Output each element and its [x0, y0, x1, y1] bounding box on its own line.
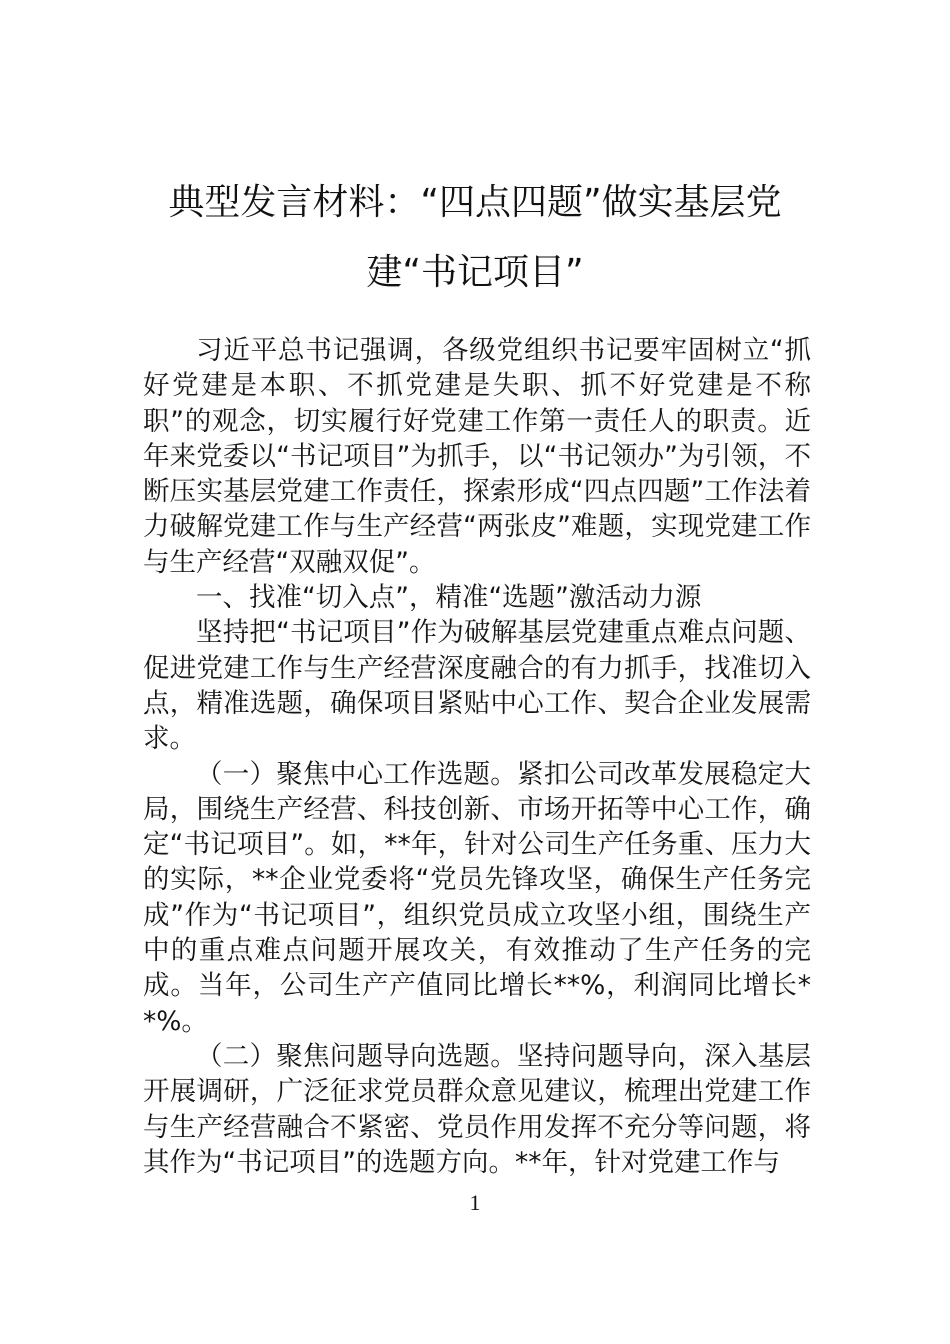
paragraph-intro: 习近平总书记强调，各级党组织书记要牢固树立“抓好党建是本职、不抓党建是失职、抓不好党建是不称职”的观念，切实履行好党建工作第一责任人的职责。近年来党委以“书记项目”为抓手，以“书记领办”为引领，不断压实基层党建工作责任，探索形成“四点四题”工作法着力破解党建工作与生产经营“两张皮”难题，实现党建工作与生产经营“双融双促”。	[143, 335, 811, 578]
section-heading-1: 一、找准“切入点”，精准“选题”激活动力源	[196, 582, 702, 614]
paragraph-subsection-2: （二）聚焦问题导向选题。坚持问题导向，深入基层开展调研，广泛征求党员群众意见建议，梳理出党建工作与生产经营融合不紧密、党员作用发挥不充分等问题，将其作为“书记项目”的选题方向。**年，针对党建工作与	[143, 1040, 811, 1178]
page-number: 1	[469, 1190, 481, 1215]
paragraph-subsection-1: （一）聚焦中心工作选题。紧扣公司改革发展稳定大局，围绕生产经营、科技创新、市场开拓等中心工作，确定“书记项目”。如，**年，针对公司生产任务重、压力大的实际，**企业党委将“党员先锋攻坚，确保生产任务完成”作为“书记项目”，组织党员成立攻坚小组，围绕生产中的重点难点问题开展攻关，有效推动了生产任务的完成。当年，公司生产产值同比增长**%，利润同比增长**%。	[143, 758, 811, 1037]
document-title: 典型发言材料：“四点四题”做实基层党建“书记项目”	[168, 182, 782, 293]
paragraph-section-1: 坚持把“书记项目”作为破解基层党建重点难点问题、促进党建工作与生产经营深度融合的有力抓手，找准切入点，精准选题，确保项目紧贴中心工作、契合企业发展需求。	[143, 617, 811, 755]
document-body	[143, 333, 811, 1180]
